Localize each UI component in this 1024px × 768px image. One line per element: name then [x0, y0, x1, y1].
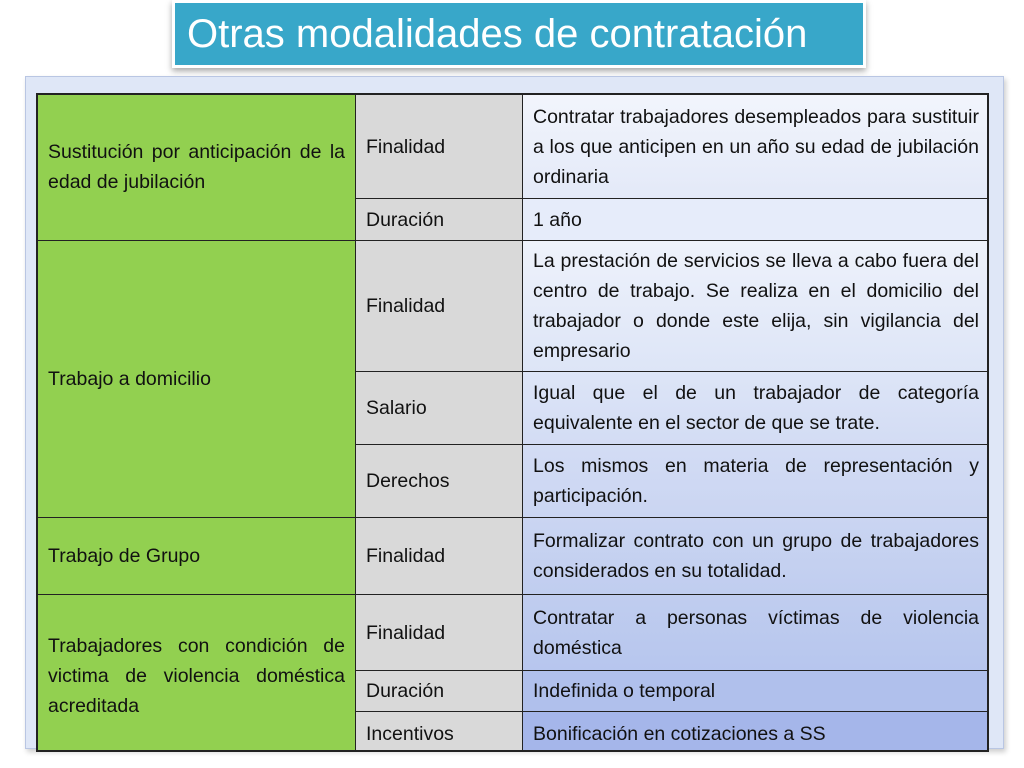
field-label: Salario — [366, 397, 427, 419]
value-cell — [522, 670, 989, 711]
modality-label: Trabajo a domicilio — [48, 368, 211, 390]
value-text: La prestación de servicios se lleva a cabo fuera del centro de trabajo. Se realiza en el domicilio del trabajador o donde este elija, sin vigilancia del empresario — [533, 250, 979, 362]
value-text: Bonificación en cotizaciones a SS — [533, 723, 826, 745]
modality-cell — [38, 94, 355, 240]
field-cell — [355, 670, 522, 711]
field-label: Finalidad — [366, 295, 446, 317]
field-label: Duración — [366, 680, 445, 702]
title-banner — [172, 0, 866, 68]
field-cell — [355, 240, 522, 371]
value-text: Formalizar contrato con un grupo de trabajadores considerados en su totalidad. — [533, 530, 979, 582]
field-cell — [355, 444, 522, 517]
value-cell — [522, 594, 989, 670]
modality-cell — [38, 240, 355, 517]
field-cell — [355, 371, 522, 444]
field-cell — [355, 517, 522, 594]
modality-label: Trabajo de Grupo — [48, 545, 201, 567]
value-text: Contratar a personas víctimas de violencia doméstica — [533, 606, 979, 659]
field-cell — [355, 95, 522, 198]
page-title: Otras modalidades de contratación — [187, 12, 808, 56]
value-cell — [522, 711, 989, 752]
field-label: Finalidad — [366, 621, 446, 644]
contract-table — [36, 93, 989, 752]
value-cell — [522, 444, 989, 517]
value-cell — [522, 240, 989, 371]
field-cell — [355, 198, 522, 240]
field-label: Finalidad — [366, 135, 446, 158]
field-label: Duración — [366, 208, 445, 231]
field-cell — [355, 711, 522, 752]
field-label: Finalidad — [366, 545, 446, 567]
value-cell — [522, 371, 989, 444]
field-cell — [355, 594, 522, 670]
value-text: 1 año — [533, 208, 582, 231]
field-label: Derechos — [366, 470, 450, 492]
value-cell — [522, 95, 989, 198]
value-cell — [522, 517, 989, 594]
value-text: Igual que el de un trabajador de categoría equivalente en el sector de que se trate. — [533, 382, 979, 434]
modality-cell — [38, 517, 355, 594]
value-text: Indefinida o temporal — [533, 680, 716, 702]
field-label: Incentivos — [366, 723, 454, 745]
modality-cell — [38, 594, 355, 752]
modality-label: Sustitución por anticipación de la edad de jubilación — [48, 141, 345, 193]
value-text: Los mismos en materia de representación y participación. — [533, 455, 979, 507]
value-text: Contratar trabajadores desempleados para sustituir a los que anticipen en un año su edad de jubilación ordinaria — [533, 105, 979, 188]
value-cell — [522, 198, 989, 240]
modality-label: Trabajadores con condición de victima de violencia doméstica acreditada — [48, 634, 345, 717]
